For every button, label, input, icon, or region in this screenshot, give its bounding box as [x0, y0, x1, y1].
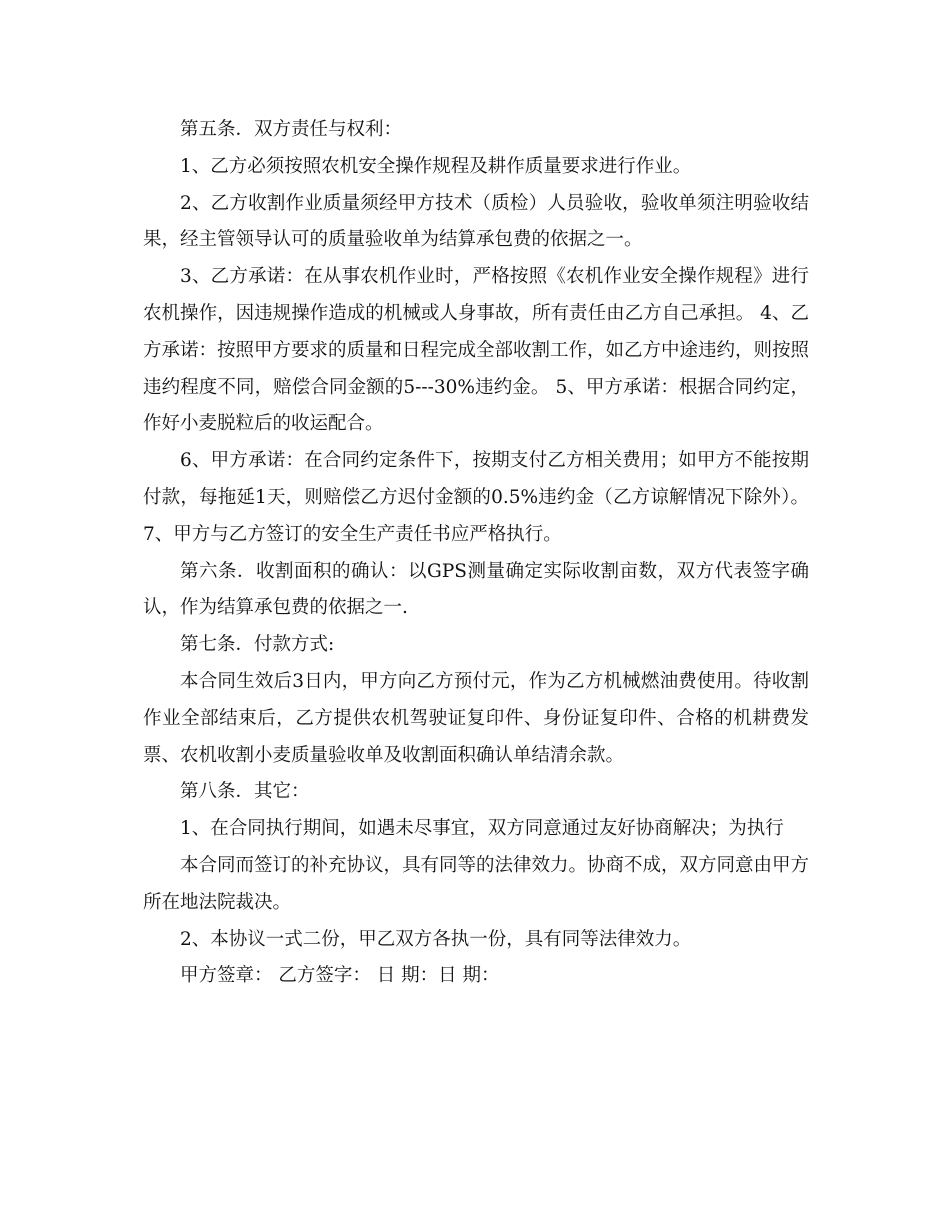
article-7-payment-terms: 本合同生效后3日内，甲方向乙方预付元，作为乙方机械燃油费使用。待收割作业全部结束后，乙方提供农机驾驶证复印件、身份证复印件、合格的机耕费发票、农机收割小麦质量验收单及收割面积确认单结清余款。: [143, 670, 809, 766]
article-5-clause-2: 2、乙方收割作业质量须经甲方技术（质检）人员验收，验收单须注明验收结果，经主管领导认可的质量验收单为结算承包费的依据之一。: [143, 192, 809, 251]
article-7-heading: 第七条．付款方式:: [180, 634, 335, 656]
article-5-clause-6-7: 6、甲方承诺：在合同约定条件下，按期支付乙方相关费用；如甲方不能按期付款，每拖延1天，则赔偿乙方迟付金额的0.5%违约金（乙方谅解情况下除外）。 7、甲方与乙方签订的安全生产责任书应严格执行。: [143, 450, 809, 545]
article-8-heading: 第八条．其它：: [180, 781, 310, 803]
signature-line: 甲方签章： 乙方签字： 日 期：日 期：: [180, 965, 500, 987]
article-8-clause-1-continued: 本合同而签订的补充协议，具有同等的法律效力。协商不成，双方同意由甲方所在地法院裁决。: [143, 854, 810, 913]
article-8-clause-1: 1、在合同执行期间，如遇未尽事宜，双方同意通过友好协商解决；为执行: [180, 818, 784, 840]
article-5-clause-1: 1、乙方必须按照农机安全操作规程及耕作质量要求进行作业。: [180, 155, 692, 177]
article-8-clause-2: 2、本协议一式二份，甲乙双方各执一份，具有同等法律效力。: [180, 928, 692, 950]
article-5-heading: 第五条．双方责任与权利：: [180, 119, 403, 140]
contract-body: [143, 112, 809, 995]
article-6-area-confirmation: 第六条．收割面积的确认：以GPS测量确定实际收割亩数，双方代表签字确认，作为结算承包费的依据之一.: [143, 560, 809, 619]
article-5-clause-3-5: 3、乙方承诺：在从事农机作业时，严格按照《农机作业安全操作规程》进行农机操作，因违规操作造成的机械或人身事故，所有责任由乙方自己承担。 4、乙方承诺：按照甲方要求的质量和日程完成全部收割工作，如乙方中途违约，则按照违约程度不同，赔偿合同金额的5---30%违约金。 5、甲方承诺：根据合同约定，作好小麦脱粒后的收运配合。: [143, 266, 810, 435]
